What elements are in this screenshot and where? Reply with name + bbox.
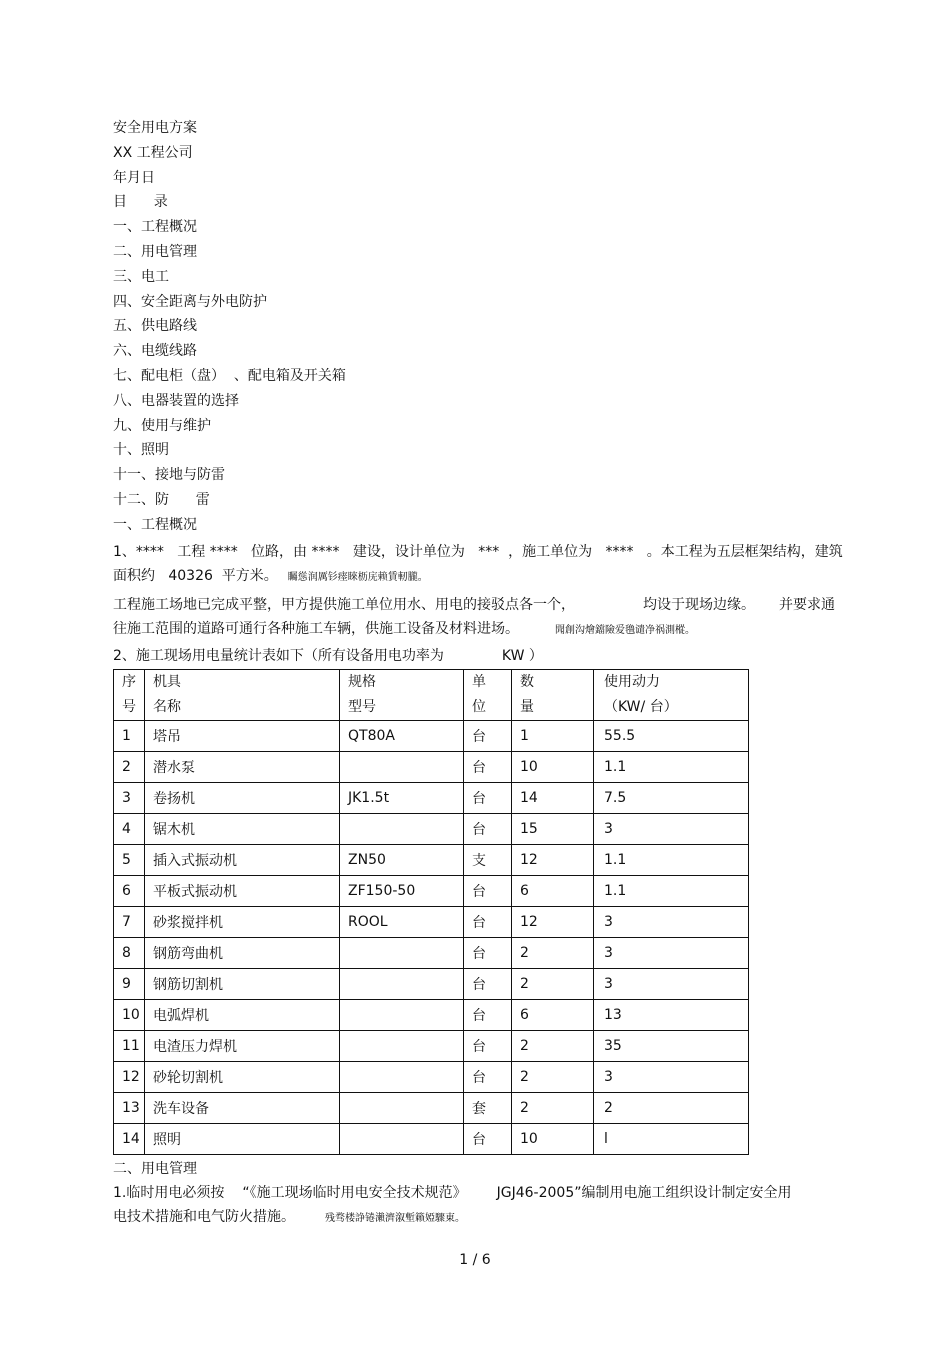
cell-name: 照明 [145, 1123, 340, 1154]
cell-unit: 台 [464, 906, 512, 937]
cell-unit: 台 [464, 1030, 512, 1061]
cell-name: 电渣压力焊机 [145, 1030, 340, 1061]
doc-date: 年月日 [113, 169, 155, 186]
doc-title: 安全用电方案 [113, 120, 197, 136]
cell-no: 5 [114, 844, 145, 875]
table-header-row [114, 669, 749, 720]
table-row [114, 968, 749, 999]
cell-power: 1.1 [594, 844, 749, 875]
cell-power: l [594, 1123, 749, 1154]
toc-item: 一、工程概况 [113, 219, 197, 236]
text-span: KW ） [501, 647, 543, 664]
toc-label: 目 录 [113, 194, 168, 211]
text-line [113, 1205, 858, 1231]
cell-no: 3 [114, 782, 145, 813]
header-model: 规格 型号 [340, 669, 464, 720]
cell-name: 锯木机 [145, 813, 340, 844]
section-heading: 二、用电管理 [113, 1160, 197, 1177]
toc-item: 九、使用与维护 [113, 417, 211, 434]
cell-power: 3 [594, 968, 749, 999]
cell-name: 钢筋弯曲机 [145, 937, 340, 968]
paragraph-project-info [113, 540, 858, 590]
cell-unit: 台 [464, 782, 512, 813]
document-body [113, 116, 858, 1231]
section-heading: 一、工程概况 [113, 516, 197, 533]
table-row [114, 720, 749, 751]
table-row [114, 1030, 749, 1061]
cell-power: 2 [594, 1092, 749, 1123]
cell-no: 14 [114, 1123, 145, 1154]
text-span: “《施工现场临时用电安全技术规范》 [242, 1185, 467, 1202]
table-row [114, 906, 749, 937]
cell-model: ROOL [340, 906, 464, 937]
cell-name: 电弧焊机 [145, 999, 340, 1030]
cell-qty: 2 [512, 937, 594, 968]
cell-power: 3 [594, 813, 749, 844]
cell-power: 35 [594, 1030, 749, 1061]
cell-qty: 12 [512, 844, 594, 875]
cell-power: 1.1 [594, 875, 749, 906]
cell-model [340, 968, 464, 999]
text-span: 2、施工现场用电量统计表如下（所有设备用电功率为 [113, 647, 444, 664]
cell-model: QT80A [340, 720, 464, 751]
cell-model [340, 1092, 464, 1123]
cell-model [340, 999, 464, 1030]
header-power: 使用动力 （KW/ 台） [594, 669, 749, 720]
cell-unit: 台 [464, 999, 512, 1030]
cell-name: 砂浆搅拌机 [145, 906, 340, 937]
cell-unit: 台 [464, 720, 512, 751]
text-span: 往施工范围的道路可通行各种施工车辆，供施工设备及材料进场。 [113, 620, 519, 637]
toc-item: 四、安全距离与外电防护 [113, 293, 267, 310]
text-span: 面积约 40326 平方米。 [113, 567, 278, 584]
toc-item: 八、电器装置的选择 [113, 392, 239, 409]
cell-model [340, 937, 464, 968]
table-row [114, 813, 749, 844]
cell-power: 7.5 [594, 782, 749, 813]
cell-power: 3 [594, 937, 749, 968]
cell-qty: 15 [512, 813, 594, 844]
toc-item: 十一、接地与防雷 [113, 467, 225, 484]
cell-unit: 支 [464, 844, 512, 875]
cell-model [340, 1123, 464, 1154]
text-span: 1.临时用电必须按 [113, 1185, 225, 1202]
cell-no: 1 [114, 720, 145, 751]
cell-qty: 12 [512, 906, 594, 937]
table-row [114, 875, 749, 906]
table-row [114, 1061, 749, 1092]
cell-unit: 台 [464, 1123, 512, 1154]
equipment-power-table [113, 669, 749, 1155]
table-row [114, 1123, 749, 1154]
table-of-contents [113, 215, 858, 513]
toc-item: 二、用电管理 [113, 243, 197, 260]
text-span: JGJ46-2005”编制用电施工组织设计制定安全用 [496, 1185, 792, 1202]
garbled-text: 聞創沟燴鐺險爱氇谴净祸測樅。 [555, 624, 695, 636]
cell-qty: 2 [512, 1030, 594, 1061]
header-unit: 单 位 [464, 669, 512, 720]
header-no: 序 号 [114, 669, 145, 720]
text-line [113, 593, 858, 617]
text-span: 电技术措施和电气防火措施。 [113, 1209, 295, 1226]
text-line: 1、**** 工程 **** 位路，由 **** 建设，设计单位为 *** ，施工单位为 **** 。本工程为五层框架结构，建筑 [113, 543, 843, 560]
toc-item: 七、配电柜（盘） 、配电箱及开关箱 [113, 367, 346, 384]
table-row [114, 844, 749, 875]
table-row [114, 751, 749, 782]
page-number: 1 / 6 [459, 1252, 491, 1268]
cell-power: 3 [594, 906, 749, 937]
cell-no: 12 [114, 1061, 145, 1092]
cell-qty: 10 [512, 1123, 594, 1154]
cell-qty: 2 [512, 968, 594, 999]
cell-power: 3 [594, 1061, 749, 1092]
cell-no: 4 [114, 813, 145, 844]
cell-no: 13 [114, 1092, 145, 1123]
cell-qty: 6 [512, 875, 594, 906]
toc-item: 十二、防 雷 [113, 491, 210, 508]
cell-power: 55.5 [594, 720, 749, 751]
garbled-text: 残骛楼諍锩瀨濟溆塹籟婭驟東。 [325, 1213, 465, 1225]
cell-qty: 2 [512, 1092, 594, 1123]
cell-model: JK1.5t [340, 782, 464, 813]
cell-no: 9 [114, 968, 145, 999]
cell-name: 洗车设备 [145, 1092, 340, 1123]
toc-item: 五、供电路线 [113, 318, 197, 335]
cell-qty: 2 [512, 1061, 594, 1092]
header-qty: 数 量 [512, 669, 594, 720]
toc-item: 三、电工 [113, 268, 169, 285]
cell-unit: 套 [464, 1092, 512, 1123]
paragraph-site-info [113, 593, 858, 643]
cell-name: 潜水泵 [145, 751, 340, 782]
table-row [114, 782, 749, 813]
cell-name: 钢筋切割机 [145, 968, 340, 999]
header-name: 机具 名称 [145, 669, 340, 720]
table-caption [113, 644, 858, 668]
cell-no: 8 [114, 937, 145, 968]
cell-no: 7 [114, 906, 145, 937]
cell-name: 平板式振动机 [145, 875, 340, 906]
cell-qty: 1 [512, 720, 594, 751]
cell-model [340, 1030, 464, 1061]
cell-unit: 台 [464, 813, 512, 844]
cell-name: 插入式振动机 [145, 844, 340, 875]
cell-qty: 10 [512, 751, 594, 782]
cell-model [340, 813, 464, 844]
cell-name: 卷扬机 [145, 782, 340, 813]
cell-name: 砂轮切割机 [145, 1061, 340, 1092]
cell-qty: 14 [512, 782, 594, 813]
text-line [113, 564, 858, 590]
cell-no: 10 [114, 999, 145, 1030]
cell-model: ZN50 [340, 844, 464, 875]
cell-model [340, 751, 464, 782]
text-span: 均设于现场边缘。 [643, 596, 755, 613]
garbled-text: 矚慫润厲钐瘗睞枥庑赖賃軔朧。 [287, 571, 428, 583]
table-row [114, 1092, 749, 1123]
text-line [113, 1181, 858, 1205]
cell-unit: 台 [464, 1061, 512, 1092]
table-row [114, 999, 749, 1030]
cell-no: 2 [114, 751, 145, 782]
cell-unit: 台 [464, 875, 512, 906]
cell-name: 塔吊 [145, 720, 340, 751]
table-row [114, 937, 749, 968]
text-line [113, 617, 858, 643]
cell-no: 11 [114, 1030, 145, 1061]
toc-item: 六、电缆线路 [113, 343, 197, 360]
text-span: 工程施工场地已完成平整，甲方提供施工单位用水、用电的接驳点各一个， [113, 596, 575, 613]
cell-model: ZF150-50 [340, 875, 464, 906]
cell-qty: 6 [512, 999, 594, 1030]
cell-power: 13 [594, 999, 749, 1030]
text-span: 并要求通 [779, 596, 835, 613]
cell-model [340, 1061, 464, 1092]
cell-unit: 台 [464, 937, 512, 968]
cell-unit: 台 [464, 751, 512, 782]
cell-no: 6 [114, 875, 145, 906]
company-name: XX 工程公司 [113, 144, 193, 161]
toc-item: 十、照明 [113, 442, 169, 459]
cell-unit: 台 [464, 968, 512, 999]
paragraph-power-management [113, 1181, 858, 1231]
cell-power: 1.1 [594, 751, 749, 782]
